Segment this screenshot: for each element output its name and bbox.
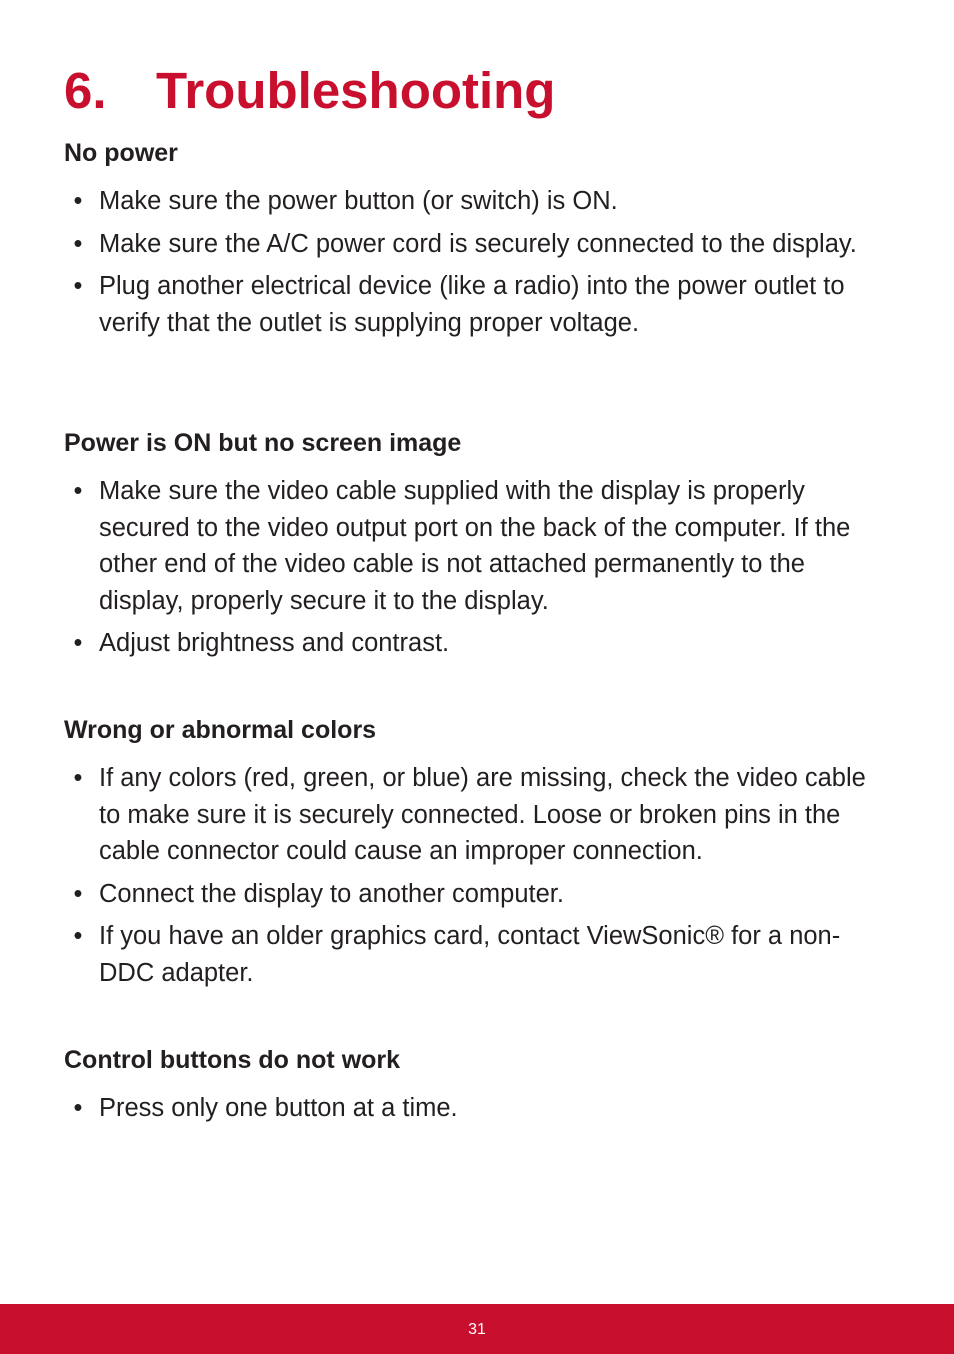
bullet-icon: • bbox=[73, 764, 83, 792]
list-item-text: If any colors (red, green, or blue) are missing, check the video cable to make sure it is securely connected. Loose or broken pins in the cable connector could cause an improper connection. bbox=[99, 764, 866, 865]
page-number: 31 bbox=[468, 1321, 486, 1338]
list-item bbox=[64, 918, 894, 991]
list-item-text: Plug another electrical device (like a radio) into the power outlet to verify that the outlet is supplying proper voltage. bbox=[99, 272, 845, 337]
bullet-icon: • bbox=[73, 477, 83, 505]
list-item-text: Connect the display to another computer. bbox=[99, 879, 564, 908]
section-heading: No power bbox=[64, 139, 178, 167]
section-no-screen-image bbox=[64, 427, 894, 662]
bullet-icon: • bbox=[73, 879, 83, 908]
chapter-title bbox=[64, 58, 555, 124]
list-item-text: Adjust brightness and contrast. bbox=[99, 629, 450, 657]
bullet-icon: • bbox=[73, 229, 83, 258]
section-heading: Wrong or abnormal colors bbox=[64, 716, 377, 744]
list-item bbox=[64, 473, 894, 619]
bullet-list bbox=[64, 183, 894, 341]
section-no-power bbox=[64, 137, 894, 341]
section-control-buttons bbox=[64, 1044, 894, 1127]
list-item bbox=[64, 760, 894, 870]
chapter-title-text: Troubleshooting bbox=[156, 62, 556, 119]
bullet-icon: • bbox=[73, 187, 83, 215]
list-item bbox=[64, 625, 894, 662]
list-item-text: Make sure the video cable supplied with the display is properly secured to the video output port on the back of the computer. If the other end of the video cable is not attached permanently to the display, properly secure it to the display. bbox=[99, 477, 851, 615]
list-item-text: Make sure the power button (or switch) is ON. bbox=[99, 187, 618, 215]
list-item bbox=[64, 1090, 894, 1127]
section-abnormal-colors bbox=[64, 714, 894, 991]
list-item bbox=[64, 226, 894, 263]
bullet-icon: • bbox=[73, 922, 83, 950]
bullet-icon: • bbox=[73, 272, 83, 300]
list-item bbox=[64, 876, 894, 913]
section-heading: Control buttons do not work bbox=[64, 1046, 401, 1074]
list-item bbox=[64, 183, 894, 220]
bullet-icon: • bbox=[73, 629, 83, 657]
list-item bbox=[64, 268, 894, 341]
list-item-text: If you have an older graphics card, contact ViewSonic® for a non-DDC adapter. bbox=[99, 922, 841, 987]
section-heading: Power is ON but no screen image bbox=[64, 429, 462, 457]
bullet-icon: • bbox=[73, 1094, 83, 1122]
list-item-text: Make sure the A/C power cord is securely connected to the display. bbox=[99, 229, 857, 258]
bullet-list bbox=[64, 1090, 894, 1127]
chapter-number: 6. bbox=[64, 62, 107, 119]
bullet-list bbox=[64, 760, 894, 991]
bullet-list bbox=[64, 473, 894, 662]
list-item-text: Press only one button at a time. bbox=[99, 1094, 458, 1122]
